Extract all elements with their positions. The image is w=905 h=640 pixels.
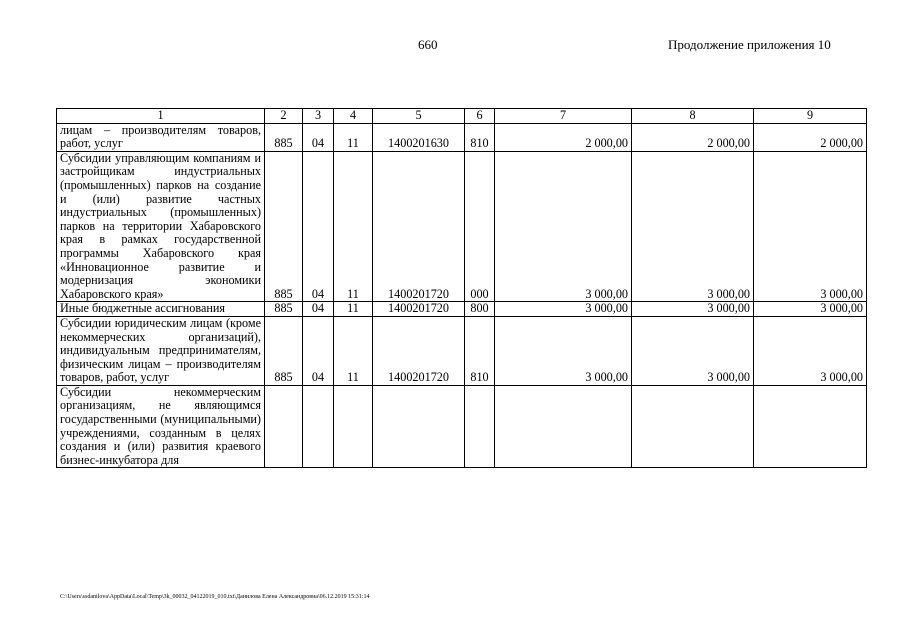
cell-amount-3: [754, 385, 867, 468]
file-path-footer: C:\Users\ssdanilova\AppData\Local\Temp\3k_00032_04122019_010.txt\Данилова Елена Александровна\06.12.2019 15:31:14: [60, 594, 370, 600]
table-header-row: [57, 109, 867, 124]
header-cell: 7: [495, 109, 632, 124]
cell-subsection: [334, 385, 373, 468]
cell-amount-2: 3 000,00: [632, 151, 754, 302]
header-cell: 3: [303, 109, 334, 124]
cell-amount-3: 2 000,00: [754, 123, 867, 151]
cell-subsection: 11: [334, 151, 373, 302]
cell-subsection: 11: [334, 123, 373, 151]
cell-amount-1: [495, 385, 632, 468]
header-cell: 9: [754, 109, 867, 124]
cell-subsection: 11: [334, 316, 373, 385]
header-cell: 5: [373, 109, 465, 124]
cell-amount-1: 3 000,00: [495, 316, 632, 385]
cell-subsection: 11: [334, 302, 373, 317]
cell-amount-2: 3 000,00: [632, 316, 754, 385]
cell-amount-1: 3 000,00: [495, 151, 632, 302]
cell-target-article: 1400201720: [373, 151, 465, 302]
row-name: Субсидии некоммерческим организациям, не являющимся государственными (муниципальными) учреждениями, созданным в целях создания и (или) развития краевого бизнес-инкубатора для: [57, 385, 265, 468]
cell-amount-2: [632, 385, 754, 468]
cell-ministry: 885: [265, 151, 303, 302]
header-cell: 2: [265, 109, 303, 124]
header-cell: 4: [334, 109, 373, 124]
cell-section: 04: [303, 151, 334, 302]
cell-expense-type: 810: [465, 316, 495, 385]
cell-section: 04: [303, 316, 334, 385]
cell-amount-1: 2 000,00: [495, 123, 632, 151]
table-row: [57, 302, 867, 317]
cell-target-article: 1400201720: [373, 302, 465, 317]
cell-amount-3: 3 000,00: [754, 302, 867, 317]
cell-expense-type: 000: [465, 151, 495, 302]
row-name: Субсидии управляющим компаниям и застройщикам индустриальных (промышленных) парков на создание и (или) развитие частных индустриальных (промышленных) парков на территории Хабаровского края в рамках государственной программы Хабаровского края «Инновационное развитие и модернизация экономики Хабаровского края»: [57, 151, 265, 302]
cell-ministry: [265, 385, 303, 468]
table-row: [57, 385, 867, 468]
cell-target-article: 1400201630: [373, 123, 465, 151]
cell-expense-type: [465, 385, 495, 468]
cell-expense-type: 810: [465, 123, 495, 151]
cell-section: [303, 385, 334, 468]
cell-expense-type: 800: [465, 302, 495, 317]
appendix-note: Продолжение приложения 10: [668, 37, 831, 52]
budget-table: [56, 108, 867, 468]
row-name: Иные бюджетные ассигнования: [57, 302, 265, 317]
table-row: [57, 316, 867, 385]
table-row: [57, 123, 867, 151]
header-cell: 8: [632, 109, 754, 124]
cell-ministry: 885: [265, 123, 303, 151]
cell-ministry: 885: [265, 316, 303, 385]
cell-ministry: 885: [265, 302, 303, 317]
row-name: Субсидии юридическим лицам (кроме некоммерческих организаций), индивидуальным предпринимателям, физическим лицам – производителям товаров, работ, услуг: [57, 316, 265, 385]
cell-amount-3: 3 000,00: [754, 151, 867, 302]
cell-target-article: 1400201720: [373, 316, 465, 385]
cell-amount-1: 3 000,00: [495, 302, 632, 317]
page-number: 660: [418, 37, 438, 52]
cell-amount-2: 3 000,00: [632, 302, 754, 317]
cell-amount-2: 2 000,00: [632, 123, 754, 151]
row-name: лицам – производителям товаров, работ, услуг: [57, 123, 265, 151]
cell-amount-3: 3 000,00: [754, 316, 867, 385]
table-row: [57, 151, 867, 302]
cell-target-article: [373, 385, 465, 468]
header-cell: 1: [57, 109, 265, 124]
cell-section: 04: [303, 302, 334, 317]
cell-section: 04: [303, 123, 334, 151]
header-cell: 6: [465, 109, 495, 124]
